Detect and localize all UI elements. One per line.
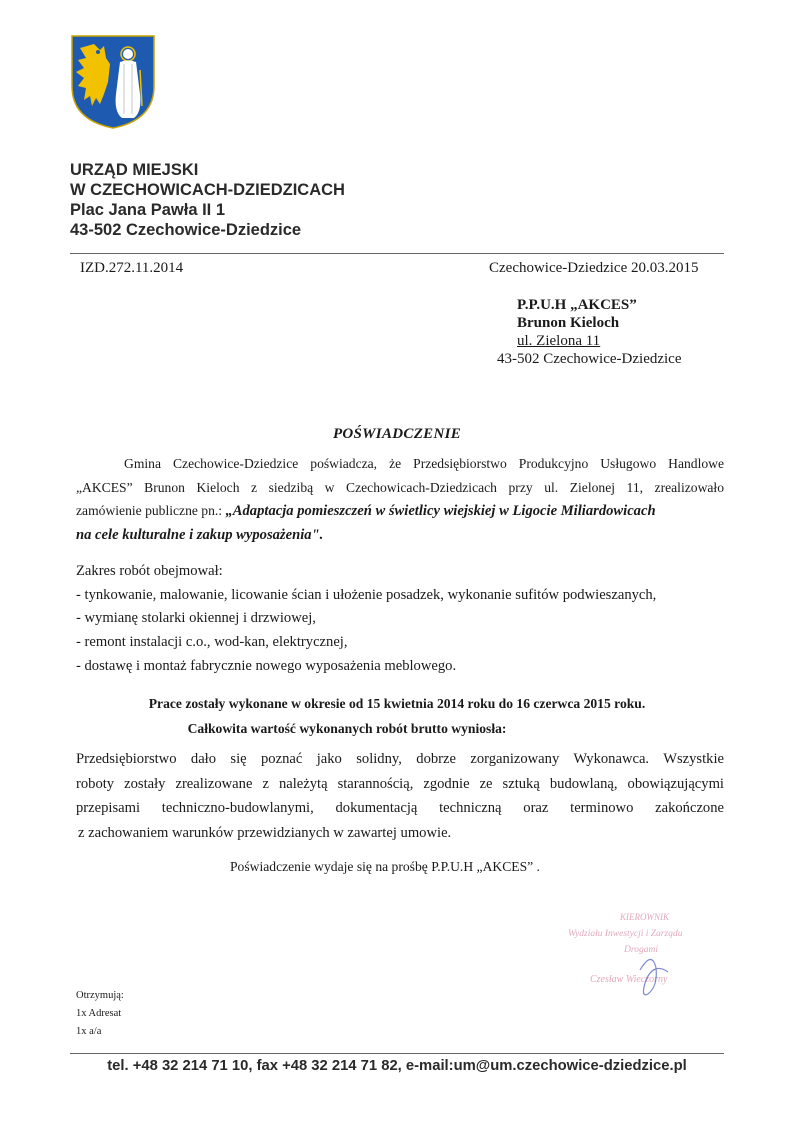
- works-period: Prace zostały wykonane w okresie od 15 kwietnia 2014 roku do 16 czerwca 2015 roku.: [148, 696, 646, 711]
- stamp-line: KIEROWNIK: [620, 912, 669, 922]
- reference-number: IZD.272.11.2014: [80, 260, 184, 276]
- header-divider: [70, 253, 724, 254]
- para2-line4: z zachowaniem warunków przewidzianych w zawartej umowie.: [78, 824, 452, 841]
- para1-line1: Gmina Czechowice-Dziedzice poświadcza, że Przedsiębiorstwo Produkcyjno Usługowo Handlowe: [124, 456, 724, 471]
- office-name: URZĄD MIEJSKI: [70, 161, 199, 179]
- contract-subject-line2: na cele kulturalne i zakup wyposażenia".: [76, 526, 324, 543]
- recipient-company: P.P.U.H „AKCES”: [517, 297, 637, 313]
- scope-of-works: [76, 560, 736, 679]
- contract-label: zamówienie publiczne pn.:: [76, 503, 226, 518]
- para1-line3: [76, 499, 724, 524]
- footer-divider: [70, 1053, 724, 1054]
- office-city: W CZECHOWICACH-DZIEDZICACH: [70, 181, 345, 199]
- stamp-line: Wydziału Inwestycji i Zarządu: [568, 929, 683, 939]
- scope-item: - wymianę stolarki okiennej i drzwiowej,: [76, 610, 316, 627]
- issuance-note: Poświadczenie wydaje się na prośbę P.P.U.H „AKCES” .: [230, 859, 540, 874]
- certification-paragraph: [76, 452, 724, 547]
- total-value-line: Całkowita wartość wykonanych robót brutto wyniosła:: [187, 721, 507, 736]
- office-street: Plac Jana Pawła II 1: [70, 201, 226, 219]
- place-date: Czechowice-Dziedzice 20.03.2015: [489, 260, 699, 276]
- scope-intro: Zakres robót obejmował:: [76, 563, 223, 579]
- para2-line3: przepisami techniczno-budowlanymi, dokumentacją techniczną oraz terminowo zakończone: [76, 800, 724, 816]
- official-stamp-signature: [560, 910, 730, 1000]
- coat-of-arms-logo: [70, 34, 156, 130]
- recipient-person: Brunon Kieloch: [517, 315, 620, 331]
- distribution-heading: Otrzymują:: [76, 990, 124, 1001]
- document-title: POŚWIADCZENIE: [332, 426, 462, 442]
- para2-line2: roboty zostały zrealizowane z należytą starannością, zgodnie ze sztuką budowlaną, obowiązującymi: [76, 775, 724, 792]
- distribution-item: 1x a/a: [76, 1026, 102, 1037]
- office-header: [70, 160, 345, 240]
- footer-contact: tel. +48 32 214 71 10, fax +48 32 214 71 82, e-mail:um@um.czechowice-dziedzice.pl: [107, 1058, 687, 1074]
- contract-subject-line1: „Adaptacja pomieszczeń w świetlicy wiejskiej w Ligocie Miliardowicach: [225, 503, 656, 519]
- recipient-street: ul. Zielona 11: [517, 333, 601, 349]
- scope-item: - dostawę i montaż fabrycznie nowego wyposażenia meblowego.: [76, 657, 457, 674]
- para2-line1: Przedsiębiorstwo dało się poznać jako solidny, dobrze zorganizowany Wykonawca. Wszystkie: [76, 751, 724, 767]
- stamp-line: Drogami: [624, 945, 658, 955]
- evaluation-paragraph: [76, 747, 724, 845]
- office-postcode: 43-502 Czechowice-Dziedzice: [70, 221, 302, 239]
- stamp-line: Czesław Wieczorny: [590, 974, 668, 985]
- scope-item: - remont instalacji c.o., wod-kan, elektrycznej,: [76, 634, 348, 651]
- distribution-list: [76, 987, 124, 1041]
- distribution-item: 1x Adresat: [76, 1008, 122, 1019]
- recipient-postcode: 43-502 Czechowice-Dziedzice: [497, 351, 682, 367]
- para1-line2: „AKCES” Brunon Kieloch z siedzibą w Czechowicach-Dziedzicach przy ul. Zielonej 11, zrealizowało: [76, 479, 724, 495]
- scope-item: - tynkowanie, malowanie, licowanie ścian i ułożenie posadzek, wykonanie sufitów podwieszanych,: [76, 586, 657, 603]
- recipient-address: [497, 296, 682, 368]
